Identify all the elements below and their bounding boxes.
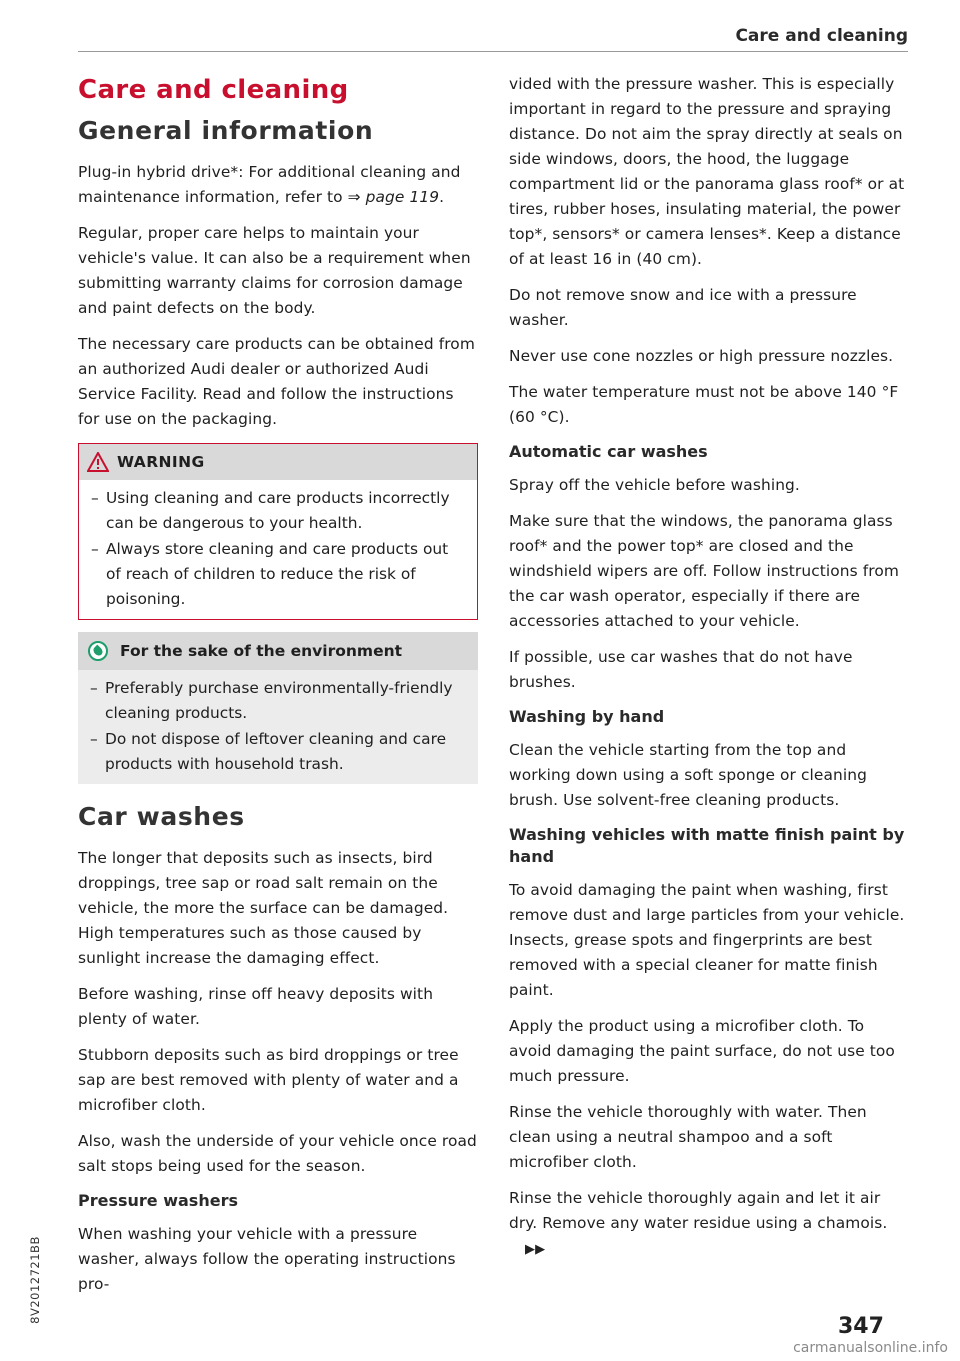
header-rule — [78, 51, 908, 52]
paragraph-stubborn-deposits: Stubborn deposits such as bird droppings or tree sap are best removed with plenty of water and a microfiber cloth. — [78, 1046, 459, 1114]
paragraph-care-products: The necessary care products can be obtained from an authorized Audi dealer or authorized Audi Service Facility. Read and follow the instructions for use on the packaging. — [78, 335, 475, 428]
paragraph-no-brushes: If possible, use car washes that do not have brushes. — [509, 648, 853, 691]
continue-arrow-icon: ▶▶ — [525, 1242, 546, 1257]
air-dry-text: Rinse the vehicle thoroughly again and let it air dry. Remove any water residue using a chamois. — [509, 1189, 888, 1232]
page-number: 347 — [838, 1314, 884, 1339]
paragraph-deposits: The longer that deposits such as insects, bird droppings, tree sap or road salt remain on the vehicle, the more the surface can be damaged. High temperatures such as those caused by sunlight increase the damaging effect. — [78, 849, 449, 967]
environment-body — [78, 670, 478, 784]
right-column — [509, 72, 909, 1273]
paragraph-water-temperature: The water temperature must not be above 140 °F (60 °C). — [509, 383, 899, 426]
page-reference-link[interactable]: ⇒ page 119 — [347, 188, 440, 206]
paragraph-clean-top-down: Clean the vehicle starting from the top and working down using a soft sponge or cleaning brush. Use solvent-free cleaning products. — [509, 741, 867, 809]
warning-title: WARNING — [117, 453, 205, 471]
paragraph-pressure-washer-start: When washing your vehicle with a pressure washer, always follow the operating instructions pro- — [78, 1225, 456, 1293]
subheading-matte-finish: Washing vehicles with matte finish paint by hand — [509, 825, 905, 866]
section-title-general-information: General information — [78, 116, 374, 145]
side-document-code: 8V2012721BB — [28, 1236, 42, 1324]
paragraph-air-dry — [509, 1186, 909, 1262]
watermark: carmanualsonline.info — [793, 1340, 948, 1356]
running-header: Care and cleaning — [735, 26, 908, 46]
environment-leaf-icon — [88, 641, 108, 661]
paragraph-pressure-washer-continued: vided with the pressure washer. This is especially important in regard to the pressure and spraying distance. Do not aim the spray directly at seals on side windows, doors, the hood, the luggage compartment lid or the panorama glass roof* or at tires, rubber hoses, insulating material, the power top*, sensors* or camera lenses*. Keep a distance of at least 16 in (40 cm). — [509, 75, 905, 268]
intro-line-end: . — [439, 188, 445, 206]
warning-item: – Using cleaning and care products incorrectly can be dangerous to your health. — [91, 486, 467, 536]
intro-line-2: maintenance information, refer to — [78, 188, 343, 206]
paragraph-snow-ice: Do not remove snow and ice with a pressure washer. — [509, 286, 857, 329]
environment-item: – Preferably purchase environmentally-friendly cleaning products. — [90, 676, 468, 726]
paragraph-spray-off: Spray off the vehicle before washing. — [509, 476, 800, 494]
subheading-pressure-washers: Pressure washers — [78, 1191, 238, 1210]
paragraph-microfiber: Apply the product using a microfiber cloth. To avoid damaging the paint surface, do not use too much pressure. — [509, 1017, 895, 1085]
paragraph-matte-dust: To avoid damaging the paint when washing, first remove dust and large particles from your vehicle. Insects, grease spots and fingerprints are best removed with a special cleaner for matte finish paint. — [509, 881, 905, 999]
intro-paragraph-hybrid — [78, 160, 478, 210]
subheading-automatic-car-washes: Automatic car washes — [509, 442, 708, 461]
left-column — [78, 72, 478, 1308]
warning-box — [78, 443, 478, 620]
warning-triangle-icon — [87, 452, 109, 472]
subheading-washing-by-hand: Washing by hand — [509, 707, 665, 726]
paragraph-rinse-off: Before washing, rinse off heavy deposits with plenty of water. — [78, 985, 434, 1028]
environment-item: – Do not dispose of leftover cleaning and care products with household trash. — [90, 727, 468, 777]
intro-line-1: Plug-in hybrid drive*: For additional cleaning and — [78, 163, 461, 181]
environment-box — [78, 632, 478, 784]
paragraph-underside: Also, wash the underside of your vehicle once road salt stops being used for the season. — [78, 1132, 477, 1175]
paragraph-regular-care: Regular, proper care helps to maintain your vehicle's value. It can also be a requirement when submitting warranty claims for corrosion damage and paint defects on the body. — [78, 224, 471, 317]
chapter-title: Care and cleaning — [78, 75, 349, 105]
environment-title: For the sake of the environment — [120, 642, 403, 660]
environment-header — [78, 632, 478, 670]
warning-header — [79, 444, 477, 480]
warning-body — [79, 480, 477, 619]
paragraph-windows-closed: Make sure that the windows, the panorama glass roof* and the power top* are closed and the windshield wipers are off. Follow instructions from the car wash operator, especially if there are accessories attached to your vehicle. — [509, 512, 899, 630]
warning-item: – Always store cleaning and care products out of reach of children to reduce the risk of poisoning. — [91, 537, 467, 612]
paragraph-nozzles: Never use cone nozzles or high pressure nozzles. — [509, 347, 894, 365]
section-title-car-washes: Car washes — [78, 802, 245, 831]
paragraph-rinse-shampoo: Rinse the vehicle thoroughly with water. Then clean using a neutral shampoo and a soft microfiber cloth. — [509, 1103, 867, 1171]
